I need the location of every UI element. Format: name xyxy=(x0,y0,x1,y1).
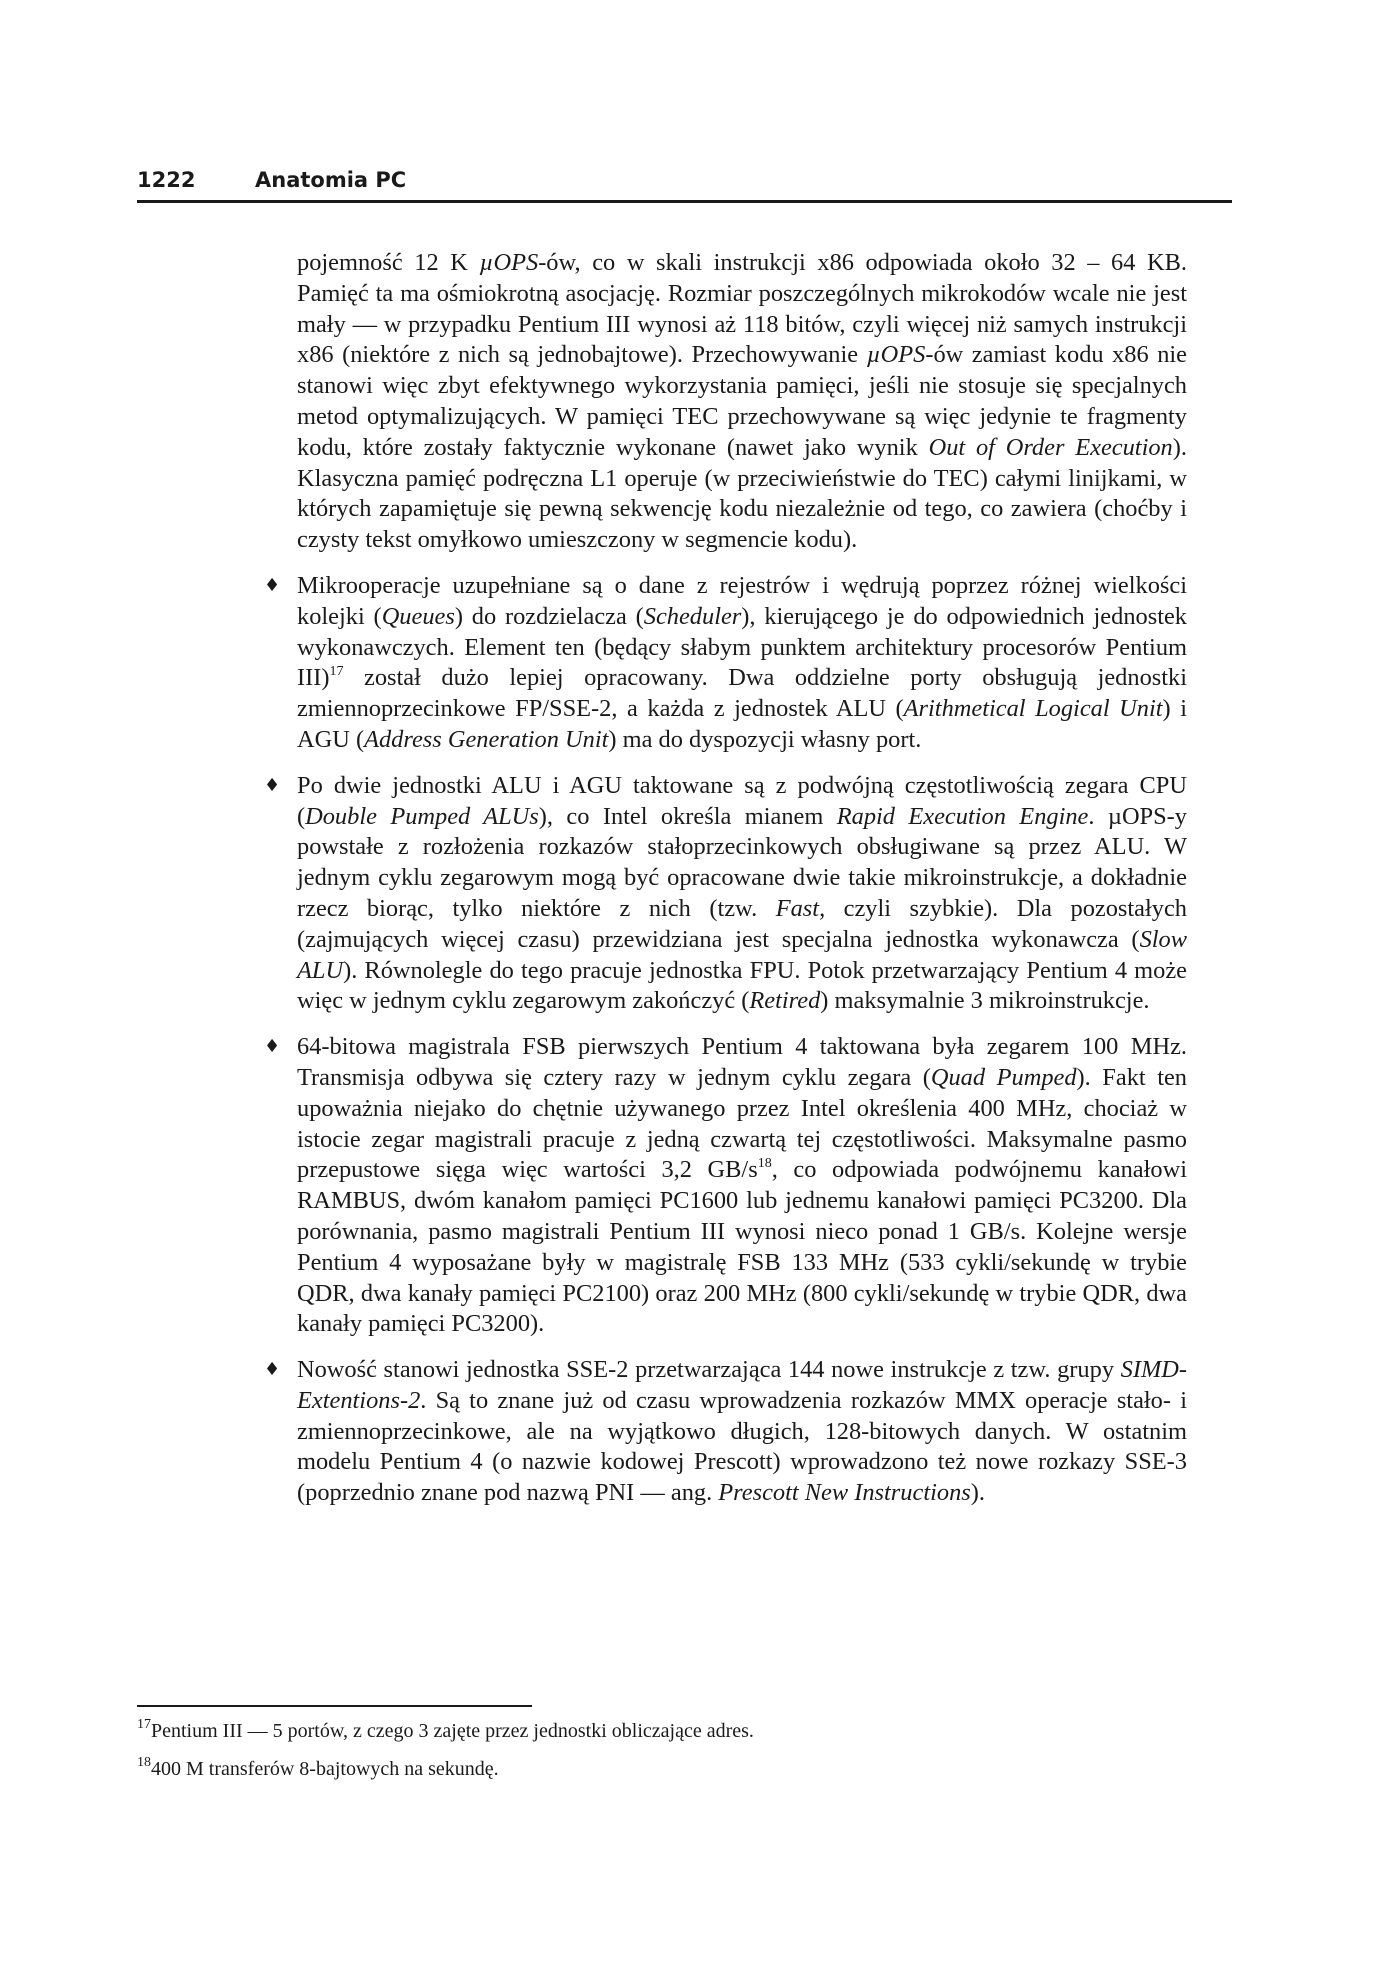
text-run: ). Klasyczna pamięć podręczna L1 operuje (w przeciwieństwie do TEC) całymi linijkami, w których zapamiętuje się pewną sekwencję kodu niezależnie od tego, co zawiera (choćby i czysty tekst omyłkowo umieszczony w segmencie kodu). xyxy=(297,433,1187,554)
text-run: ), co Intel określa mianem xyxy=(538,802,837,830)
text-run: . µOPS-y powstałe z rozłożenia rozkazów stałoprzecinkowych obsługiwane są przez ALU. W jednym cyklu zegarowym mogą być opracowane dwie takie mikroinstrukcje, a dokładnie rzecz biorąc, tylko niektóre z nich (tzw. xyxy=(297,802,1188,922)
list-item-text xyxy=(297,571,1187,756)
italic-term: µOPS xyxy=(479,249,539,276)
italic-term: Out of Order Execution xyxy=(928,433,1173,461)
text-run: pojemność 12 K xyxy=(297,249,480,276)
text-run: ) ma do dyspozycji własny port. xyxy=(608,725,922,753)
text-run: Nowość stanowi jednostka SSE-2 przetwarzająca 144 nowe instrukcje z tzw. grupy xyxy=(297,1356,1121,1384)
text-run: Mikrooperacje uzupełniane są o dane z rejestrów i wędrują poprzez różnej wielkości kolejki ( xyxy=(297,571,1187,630)
text-run: -ów zamiast kodu x86 nie stanowi więc zbyt efektywnego wykorzystania pamięci, jeśli nie stosuje się specjalnych metod optymalizujących. W pamięci TEC przechowywane są więc jedynie te fragmenty kodu, które zostały faktycznie wykonane (nawet jako wynik xyxy=(297,341,1187,461)
diamond-bullet-icon: ♦ xyxy=(264,574,281,596)
text-run: ). xyxy=(970,1479,985,1507)
diamond-bullet-icon: ♦ xyxy=(264,774,281,796)
list-item-text xyxy=(297,1032,1187,1340)
italic-term: Slow ALU xyxy=(297,925,1187,984)
list-item-text xyxy=(297,1355,1187,1509)
italic-term: Fast xyxy=(775,894,820,922)
continuation-paragraph xyxy=(297,248,1187,556)
italic-term: Retired xyxy=(749,987,821,1015)
footnote-mark: 17 xyxy=(137,1717,151,1732)
footnote-reference: 18 xyxy=(757,1156,772,1172)
page-number: 1222 xyxy=(137,168,196,192)
running-header xyxy=(137,166,1232,203)
list-item-text xyxy=(297,771,1187,1017)
italic-term: Prescott New Instructions xyxy=(718,1479,971,1507)
list-item xyxy=(264,571,1187,756)
italic-term: Scheduler xyxy=(643,602,742,630)
text-run: Po dwie jednostki ALU i AGU taktowane są z podwójną częstotliwością zegara CPU ( xyxy=(297,771,1187,830)
italic-term: Rapid Execution Engine xyxy=(836,802,1089,830)
text-run: 64-bitowa magistrala FSB pierwszych Pentium 4 taktowana była zegarem 100 MHz. Transmisja odbywa się cztery razy w jednym cyklu zegara ( xyxy=(297,1033,1187,1091)
footnote-18 xyxy=(137,1756,1137,1782)
italic-term: Arithmetical Logical Unit xyxy=(903,695,1163,723)
diamond-bullet-icon: ♦ xyxy=(264,1036,281,1058)
footnotes xyxy=(137,1718,1137,1794)
list-item xyxy=(264,1355,1187,1509)
footnote-text: Pentium III — 5 portów, z czego 3 zajęte przez jednostki obliczające adres. xyxy=(151,1720,754,1742)
italic-term: Quad Pumped xyxy=(930,1063,1077,1091)
text-run: ). Równolegle do tego pracuje jednostka FPU. Potok przetwarzający Pentium 4 może więc w jednym cyklu zegarowym zakończyć ( xyxy=(297,956,1187,1015)
text-run: -ów, co w skali instrukcji x86 odpowiada około 32 – 64 KB. Pamięć ta ma ośmiokrotną asocjację. Rozmiar poszczególnych mikrokodów wcale nie jest mały — w przypadku Pentium III wynosi aż 118 bitów, czyli więcej niż samych instrukcji x86 (niektóre z nich są jednobajtowe). Przechowywanie xyxy=(297,249,1187,369)
italic-term: Address Generation Unit xyxy=(364,725,609,753)
footnote-reference: 17 xyxy=(329,664,344,680)
text-run: został dużo lepiej opracowany. Dwa oddzielne porty obsługują jednostki zmiennoprzecinkowe FP/SSE-2, a każda z jednostek ALU ( xyxy=(297,664,1187,723)
text-run: , co odpowiada podwójnemu kanałowi RAMBUS, dwóm kanałom pamięci PC1600 lub jednemu kanałowi pamięci PC3200. Dla porównania, pasmo magistrali Pentium III wynosi nieco ponad 1 GB/s. Kolejne wersje Pentium 4 wyposażane były w magistralę FSB 133 MHz (533 cykli/sekundę w trybie QDR, dwa kanały pamięci PC2100) oraz 200 MHz (800 cykli/sekundę w trybie QDR, dwa kanały pamięci PC3200). xyxy=(297,1156,1187,1338)
italic-term: Queues xyxy=(381,602,455,630)
bullet-list xyxy=(264,571,1188,1509)
footnote-17 xyxy=(137,1718,1137,1744)
text-run: ), kierującego je do odpowiednich jednostek wykonawczych. Element ten (będący słabym punktem architektury procesorów Pentium III) xyxy=(297,602,1187,692)
text-run: ) maksymalnie 3 mikroinstrukcje. xyxy=(820,987,1150,1015)
diamond-bullet-icon: ♦ xyxy=(264,1359,281,1381)
text-run: . Są to znane już od czasu wprowadzenia rozkazów MMX operacje stało- i zmiennoprzecinkowe, ale na wyjątkowo długich, 128-bitowych danych. W ostatnim modelu Pentium 4 (o nazwie kodowej Prescott) wprowadzono też nowe rozkazy SSE-3 (poprzednio znane pod nazwą PNI — ang. xyxy=(297,1386,1187,1507)
text-run: ) do rozdzielacza ( xyxy=(454,602,644,630)
footnote-divider xyxy=(137,1705,532,1707)
book-title: Anatomia PC xyxy=(255,168,407,192)
list-item xyxy=(264,771,1188,1017)
italic-term: µOPS xyxy=(866,341,926,369)
footnote-text: 400 M transferów 8-bajtowych na sekundę. xyxy=(151,1758,499,1780)
text-run: ). Fakt ten upoważnia niejako do chętnie używanego przez Intel określenia 400 MHz, chociaż w istocie zegar magistrali pracuje z jedną czwartą tej częstotliwości. Maksymalne pasmo przepustowe sięga więc wartości 3,2 GB/s xyxy=(297,1063,1187,1184)
italic-term: Double Pumped ALUs xyxy=(305,802,539,830)
footnote-mark: 18 xyxy=(137,1755,151,1770)
list-item xyxy=(264,1032,1187,1340)
main-text xyxy=(264,248,1188,1509)
text-run: , czyli szybkie). Dla pozostałych (zajmujących więcej czasu) przewidziana jest specjalna jednostka wykonawcza ( xyxy=(297,894,1187,953)
italic-term: SIMD-Extentions-2 xyxy=(297,1356,1187,1414)
text-run: ) i AGU ( xyxy=(297,695,1187,753)
